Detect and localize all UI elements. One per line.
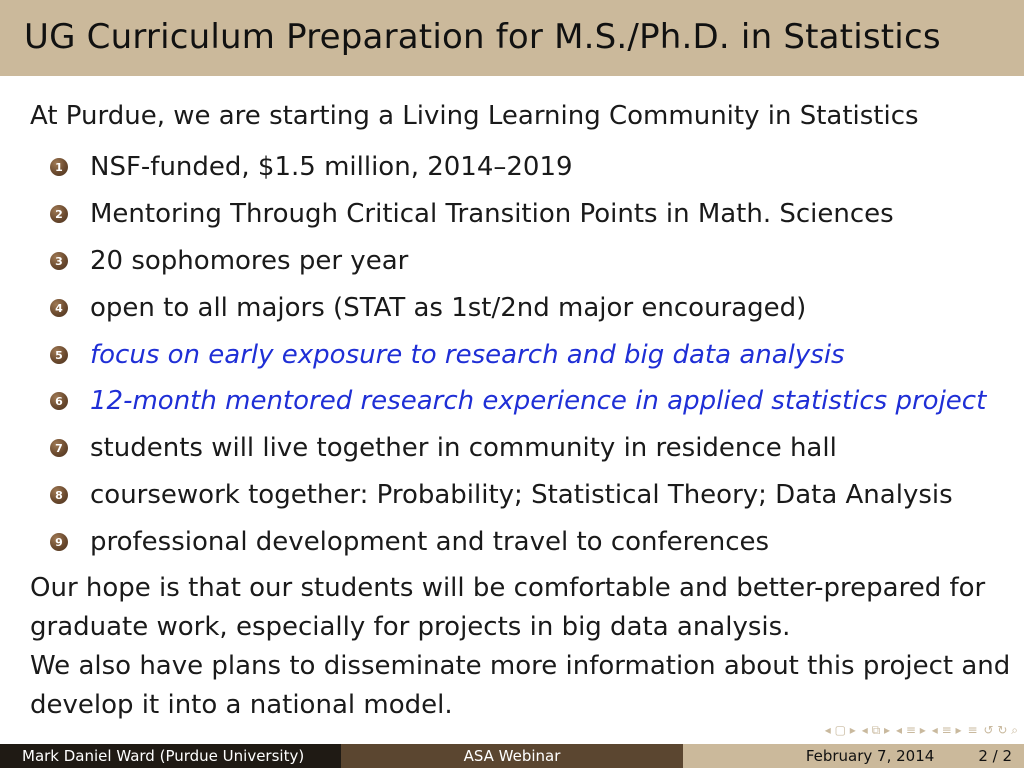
footer-author: Mark Daniel Ward (Purdue University) <box>0 744 341 768</box>
item-number-badge: 7 <box>50 439 68 457</box>
nav-frame-icon[interactable]: ◂ ⧉ ▸ <box>861 722 890 737</box>
item-text-highlighted: focus on early exposure to research and big data analysis <box>90 340 845 370</box>
list-item <box>50 428 1010 468</box>
item-number-badge: 5 <box>50 346 68 364</box>
slide-title: UG Curriculum Preparation for M.S./Ph.D. in Statistics <box>24 17 941 57</box>
item-text: 20 sophomores per year <box>90 246 409 276</box>
item-text: NSF-funded, $1.5 million, 2014–2019 <box>90 152 573 182</box>
footer-date: February 7, 2014 <box>805 747 935 765</box>
item-number-badge: 4 <box>50 299 68 317</box>
nav-first-icon[interactable]: ◂ ▢ ▸ <box>824 723 856 737</box>
footer-event: ASA Webinar <box>341 744 683 768</box>
footer-right <box>683 744 1024 768</box>
item-text: open to all majors (STAT as 1st/2nd major encouraged) <box>90 293 807 323</box>
item-text-highlighted: 12-month mentored research experience in applied statistics project <box>90 386 987 416</box>
nav-align-icon[interactable]: ≡ <box>967 723 978 737</box>
list-item <box>50 194 1010 234</box>
list-item <box>50 381 1010 421</box>
intro-line: At Purdue, we are starting a Living Learning Community in Statistics <box>30 101 919 131</box>
item-number-badge: 3 <box>50 252 68 270</box>
list-item <box>50 335 1010 375</box>
closing-paragraph-plans: We also have plans to disseminate more information about this project and develop it into a national model. <box>30 651 1011 720</box>
item-number-badge: 6 <box>50 392 68 410</box>
item-text: students will live together in community in residence hall <box>90 433 837 463</box>
item-text: coursework together: Probability; Statistical Theory; Data Analysis <box>90 480 953 510</box>
item-text: professional development and travel to conferences <box>90 527 770 557</box>
footer-bar <box>0 744 1024 768</box>
item-number-badge: 8 <box>50 486 68 504</box>
nav-section-icon[interactable]: ◂ ≡ ▸ <box>931 723 962 737</box>
list-item <box>50 288 1010 328</box>
list-item <box>50 475 1010 515</box>
list-item <box>50 241 1010 281</box>
footer-page-number: 2 / 2 <box>978 747 1012 765</box>
item-text: Mentoring Through Critical Transition Points in Math. Sciences <box>90 199 894 229</box>
item-number-badge: 1 <box>50 158 68 176</box>
nav-subsection-icon[interactable]: ◂ ≡ ▸ <box>896 723 926 737</box>
item-number-badge: 9 <box>50 533 68 551</box>
title-bar <box>0 0 1024 76</box>
item-number-badge: 2 <box>50 205 68 223</box>
list-item <box>50 522 1010 562</box>
nav-search-icon[interactable]: ↺ ↻ ⌕ <box>983 722 1018 737</box>
list-item <box>50 147 1010 187</box>
closing-paragraph-hope: Our hope is that our students will be comfortable and better-prepared for graduate work, especially for projects in big data analysis. <box>30 573 986 642</box>
beamer-navigation <box>825 720 1018 740</box>
